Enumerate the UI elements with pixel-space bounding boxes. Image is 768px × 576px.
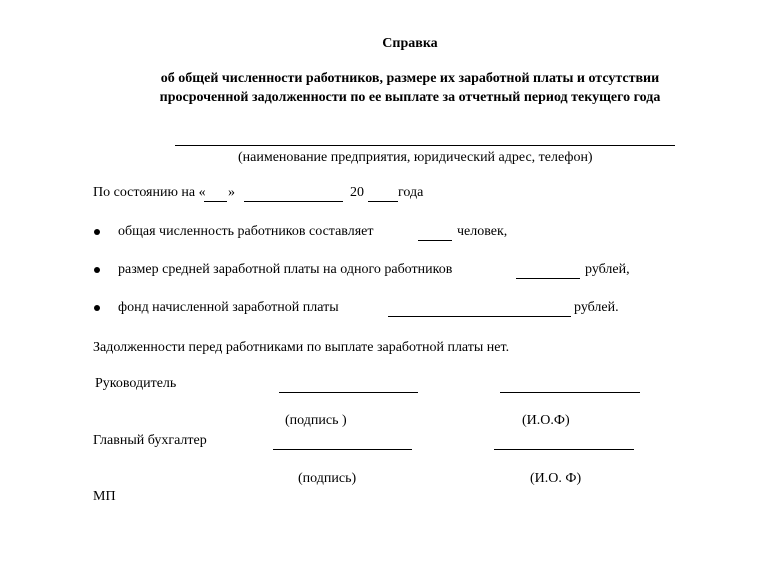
document-subtitle-line-2: просроченной задолженности по ее выплате за отчетный период текущего года — [159, 90, 661, 105]
bullet-icon — [94, 267, 100, 273]
director-signature-caption: (подпись ) — [285, 413, 347, 428]
bullet-1-unit: человек, — [457, 224, 508, 239]
bullet-icon — [94, 305, 100, 311]
director-label: Руководитель — [95, 376, 177, 391]
date-prefix: По состоянию на « — [93, 185, 206, 200]
organization-caption: (наименование предприятия, юридический адрес, телефон) — [238, 150, 593, 165]
stamp-place: МП — [93, 489, 116, 504]
year-blank-line — [368, 201, 398, 202]
bullet-1-text: общая численность работников составляет — [118, 224, 374, 239]
director-name-line — [500, 392, 640, 393]
accountant-label: Главный бухгалтер — [93, 433, 207, 448]
date-year: 20 — [350, 185, 364, 200]
document-title: Справка — [382, 36, 438, 51]
bullet-icon — [94, 229, 100, 235]
organization-blank-line — [175, 145, 675, 146]
no-debt-statement: Задолженности перед работниками по выплате заработной платы нет. — [93, 340, 510, 355]
date-mid: » — [228, 185, 235, 200]
document-subtitle-line-1: об общей численности работников, размере их заработной платы и отсутствии — [160, 71, 660, 86]
date-suffix: года — [398, 185, 424, 200]
bullet-2-text: размер средней заработной платы на одного работников — [118, 262, 453, 277]
date-row — [93, 186, 693, 202]
bullet-2-unit: рублей, — [585, 262, 630, 277]
accountant-signature-caption: (подпись) — [298, 471, 357, 486]
accountant-name-caption: (И.О. Ф) — [530, 471, 582, 486]
bullet-3-blank-line — [388, 316, 571, 317]
month-blank-line — [244, 201, 343, 202]
day-blank-line — [204, 201, 227, 202]
bullet-3-unit: рублей. — [574, 300, 619, 315]
director-name-caption: (И.О.Ф) — [522, 413, 570, 428]
accountant-signature-line — [273, 449, 412, 450]
bullet-3-text: фонд начисленной заработной платы — [118, 300, 339, 315]
director-signature-line — [279, 392, 418, 393]
accountant-name-line — [494, 449, 634, 450]
bullet-2-blank-line — [516, 278, 580, 279]
bullet-1-blank-line — [418, 240, 452, 241]
